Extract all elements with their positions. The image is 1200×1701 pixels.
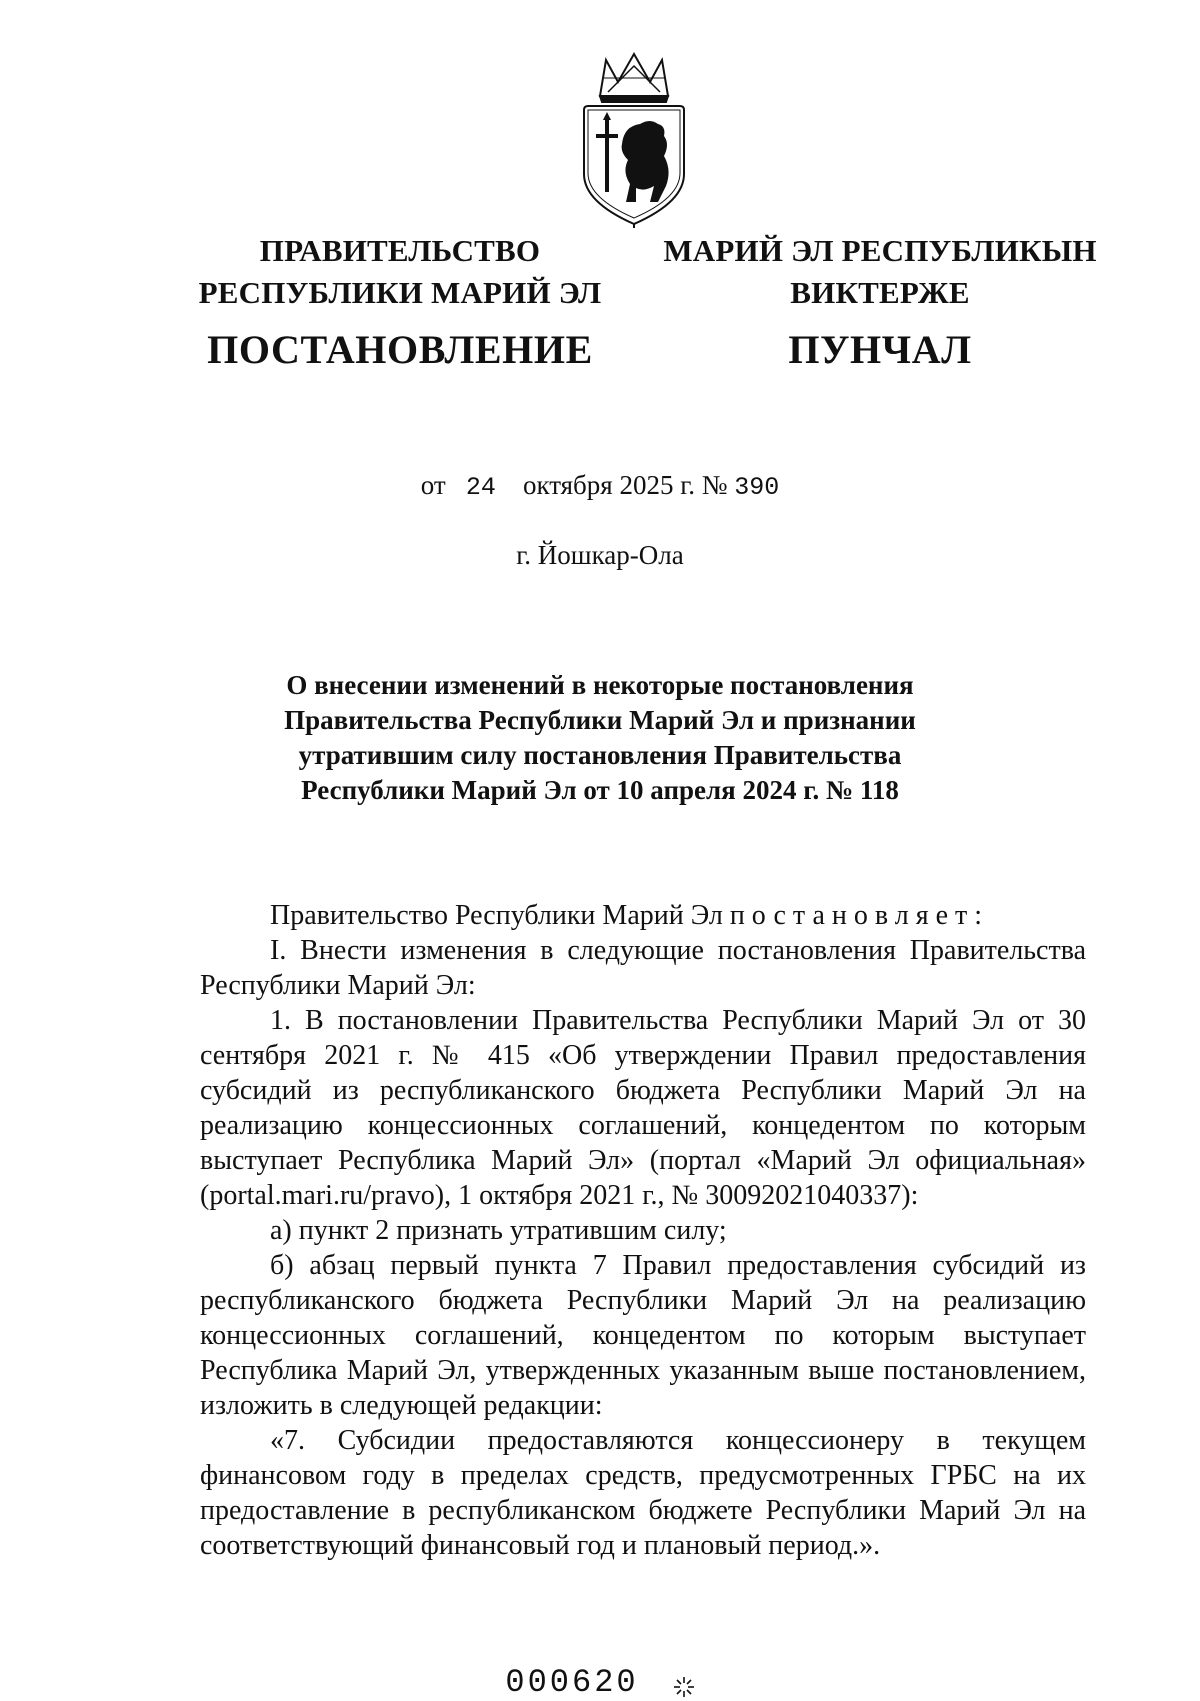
intro-subject: Правительство Республики Марий Эл [270, 900, 723, 931]
header-russian [190, 230, 610, 374]
header-ru-line-1: ПРАВИТЕЛЬСТВО [259, 233, 541, 268]
document-city: г. Йошкар-Ола [516, 540, 684, 570]
header-mari-doc-type: ПУНЧАЛ [788, 327, 972, 372]
header-ru-doc-type: ПОСТАНОВЛЕНИЕ [207, 327, 593, 372]
date-day: 24 [465, 473, 496, 502]
title-line: О внесении изменений в некоторые постановления [286, 670, 914, 700]
date-month-year: октября 2025 г. № [522, 470, 728, 500]
body-paragraph: I. Внести изменения в следующие постановления Правительства Республики Марий Эл: [200, 935, 1086, 1001]
coat-of-arms-emblem [578, 52, 690, 230]
footer [0, 1664, 1200, 1701]
date-prefix: от [420, 470, 446, 500]
title-line: Республики Марий Эл от 10 апреля 2024 г. № 118 [301, 775, 899, 805]
document-number: 390 [734, 473, 780, 502]
intro-verb: постановляет: [729, 900, 990, 931]
title-line: утратившим силу постановления Правительства [298, 740, 902, 770]
body-paragraph: б) абзац первый пункта 7 Правил предоставления субсидий из республиканского бюджета Республики Марий Эл на реализацию концессионных соглашений, концедентом по которым выступает Республика Марий Эл, утвержденных указанным выше постановлением, изложить в следующей редакции: [200, 1250, 1086, 1421]
body-paragraph: 1. В постановлении Правительства Республики Марий Эл от 30 сентября 2021 г. № 415 «Об утверждении Правил предоставления субсидий из республиканского бюджета Республики Марий Эл на реализацию концессионных соглашений, концедентом по которым выступает Республика Марий Эл» (портал «Марий Эл официальная» (portal.mari.ru/pravo), 1 октября 2021 г., № 30092021040337): [200, 1005, 1086, 1211]
title-line: Правительства Республики Марий Эл и признании [284, 705, 916, 735]
document-body [200, 898, 1086, 1563]
body-paragraph: «7. Субсидии предоставляются концессионеру в текущем финансовом году в пределах средств, предусмотренных ГРБС на их предоставление в республиканском бюджете Республики Марий Эл на соответствующий финансовый год и плановый период.». [200, 1425, 1086, 1561]
document-title [200, 668, 1000, 808]
header-mari-line-2: ВИКТЕРЖЕ [790, 275, 970, 310]
header-mari [660, 230, 1100, 374]
body-paragraph: а) пункт 2 признать утратившим силу; [270, 1215, 727, 1246]
header-ru-line-2: РЕСПУБЛИКИ МАРИЙ ЭЛ [198, 275, 602, 310]
document-date [0, 470, 1200, 502]
security-mark-icon [673, 1676, 695, 1698]
serial-number: 000620 [505, 1664, 639, 1701]
header-mari-line-1: МАРИЙ ЭЛ РЕСПУБЛИКЫН [663, 233, 1097, 268]
body-intro [200, 898, 1086, 933]
